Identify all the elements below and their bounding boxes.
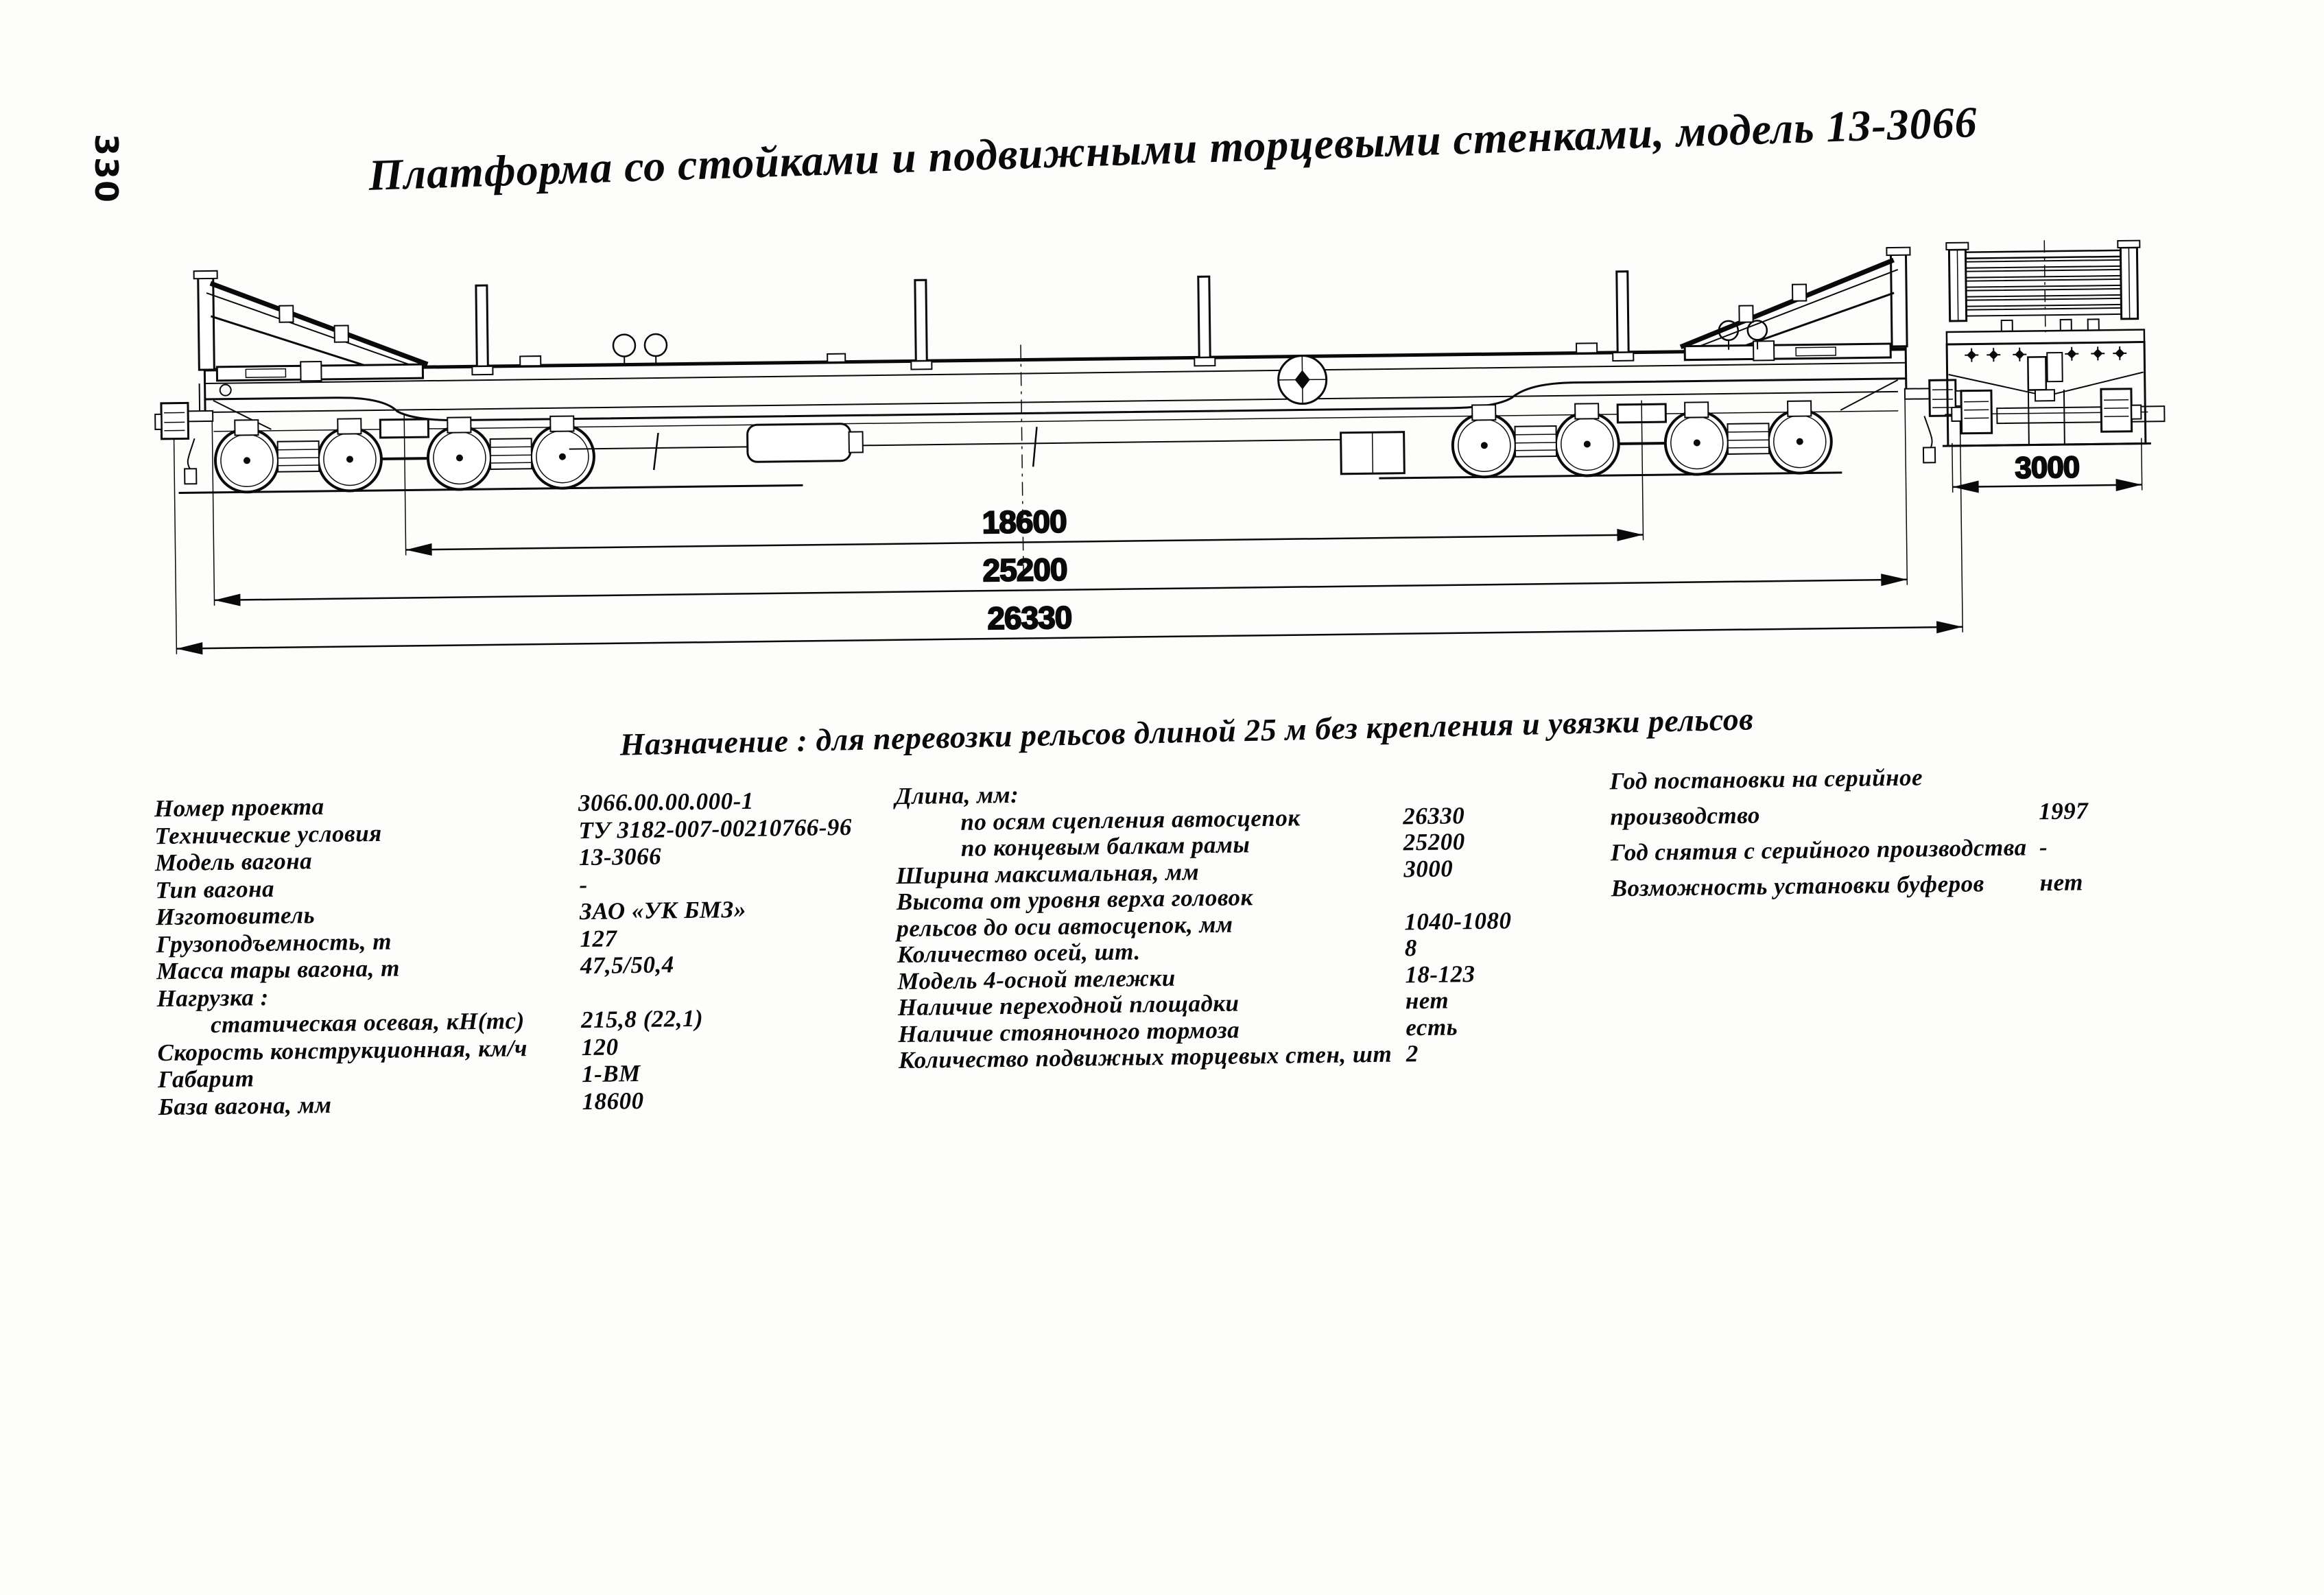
- spec-label: Тип вагона: [155, 875, 275, 903]
- spec-value: 1997: [2039, 797, 2089, 825]
- spec-row: [1610, 797, 2089, 840]
- spec-label: Модель 4-осной тележки: [897, 964, 1176, 995]
- spec-row: [898, 1013, 1458, 1048]
- spec-row: [154, 813, 853, 851]
- dimension-label-width: 3000: [2015, 450, 2080, 485]
- spec-value: 3066.00.00.000-1: [578, 787, 755, 817]
- spec-label: Технические условия: [154, 819, 382, 849]
- spec-label: Номер проекта: [154, 792, 324, 823]
- spec-label: Количество осей, шт.: [897, 938, 1141, 969]
- spec-label: рельсов до оси автосцепок, мм: [897, 910, 1233, 942]
- spec-value: 120: [581, 1032, 619, 1061]
- spec-label: статическая осевая, кН(тс): [210, 1007, 525, 1039]
- spec-row: [156, 983, 270, 1013]
- spec-label: Габарит: [157, 1065, 254, 1094]
- spec-value: 18600: [582, 1087, 644, 1115]
- spec-label: Скорость конструкционная, км/ч: [157, 1034, 528, 1066]
- page-title: Платформа со стойками и подвижными торцевыми стенками, модель 13-3066: [368, 97, 1978, 200]
- spec-value: 215,8 (22,1): [580, 1004, 704, 1034]
- spec-label: по концевым балкам рамы: [960, 831, 1250, 862]
- spec-value: ЗАО «УК БМЗ»: [579, 895, 747, 925]
- spec-label: Масса тары вагона, т: [156, 954, 401, 985]
- spec-row: [896, 854, 1454, 890]
- dimension-label-coupler-length: 26330: [987, 599, 1072, 637]
- spec-value: 13-3066: [578, 842, 662, 871]
- purpose-line: Назначение : для перевозки рельсов длиной 25 м без крепления и увязки рельсов: [619, 701, 1754, 762]
- spec-label: Ширина максимальная, мм: [896, 858, 1200, 889]
- page-number: 330: [88, 133, 125, 204]
- spec-value: -: [579, 871, 588, 898]
- spec-label: Высота от уровня верха головок: [896, 884, 1253, 916]
- spec-group-production: [1609, 764, 2089, 912]
- spec-value: 3000: [1403, 854, 1454, 882]
- spec-row: [154, 842, 662, 877]
- spec-label: Наличие переходной площадки: [897, 989, 1240, 1021]
- spec-value: 1040-1080: [1404, 906, 1512, 935]
- spec-label: Изготовитель: [155, 901, 316, 931]
- spec-label: производство: [1610, 801, 1761, 831]
- spec-label: Длина, мм:: [894, 781, 1019, 810]
- spec-row: [897, 960, 1475, 995]
- spec-value: 47,5/50,4: [580, 951, 675, 980]
- spec-row: [897, 934, 1418, 969]
- spec-label: Год постановки на серийное: [1609, 764, 1923, 795]
- spec-row: [1609, 764, 1923, 805]
- spec-value: 8: [1404, 934, 1418, 962]
- spec-value: -: [2039, 834, 2048, 861]
- spec-value: 127: [580, 924, 617, 952]
- spec-label: Возможность установки буферов: [1611, 870, 1985, 902]
- spec-value: нет: [2039, 869, 2084, 897]
- dimension-label-frame-length: 25200: [982, 551, 1067, 589]
- dimension-label-base: 18600: [982, 503, 1067, 541]
- spec-value: 2: [1406, 1040, 1419, 1067]
- spec-value: есть: [1406, 1013, 1458, 1041]
- spec-group-general: [154, 787, 853, 1122]
- spec-row: [896, 828, 1466, 863]
- spec-value: 1-ВМ: [581, 1059, 641, 1088]
- spec-label: Модель вагона: [154, 847, 313, 877]
- spec-label: Год снятия с серийного производства: [1610, 834, 2027, 866]
- spec-row: [894, 781, 1019, 810]
- spec-label: База вагона, мм: [158, 1091, 332, 1120]
- spec-label: по осям сцепления автосцепок: [960, 803, 1301, 836]
- spec-row: [897, 986, 1449, 1021]
- spec-value: нет: [1405, 986, 1449, 1015]
- spec-label: Количество подвижных торцевых стен, шт: [898, 1040, 1392, 1074]
- spec-label: Нагрузка :: [156, 983, 270, 1012]
- spec-row: [157, 1032, 619, 1067]
- spec-group-dimensions: [894, 781, 1512, 1074]
- spec-value: 26330: [1403, 801, 1465, 829]
- spec-label: Наличие стояночного тормоза: [898, 1016, 1240, 1048]
- spec-value: 18-123: [1405, 960, 1475, 988]
- spec-row: [157, 1004, 704, 1040]
- spec-row: [155, 871, 588, 905]
- spec-label: Грузоподъемность, т: [156, 928, 392, 958]
- spec-row: [895, 801, 1465, 837]
- spec-row: [156, 951, 675, 986]
- spec-row: [154, 787, 755, 823]
- spec-value: 25200: [1403, 828, 1466, 856]
- spec-value: ТУ 3182-007-00210766-96: [578, 813, 853, 844]
